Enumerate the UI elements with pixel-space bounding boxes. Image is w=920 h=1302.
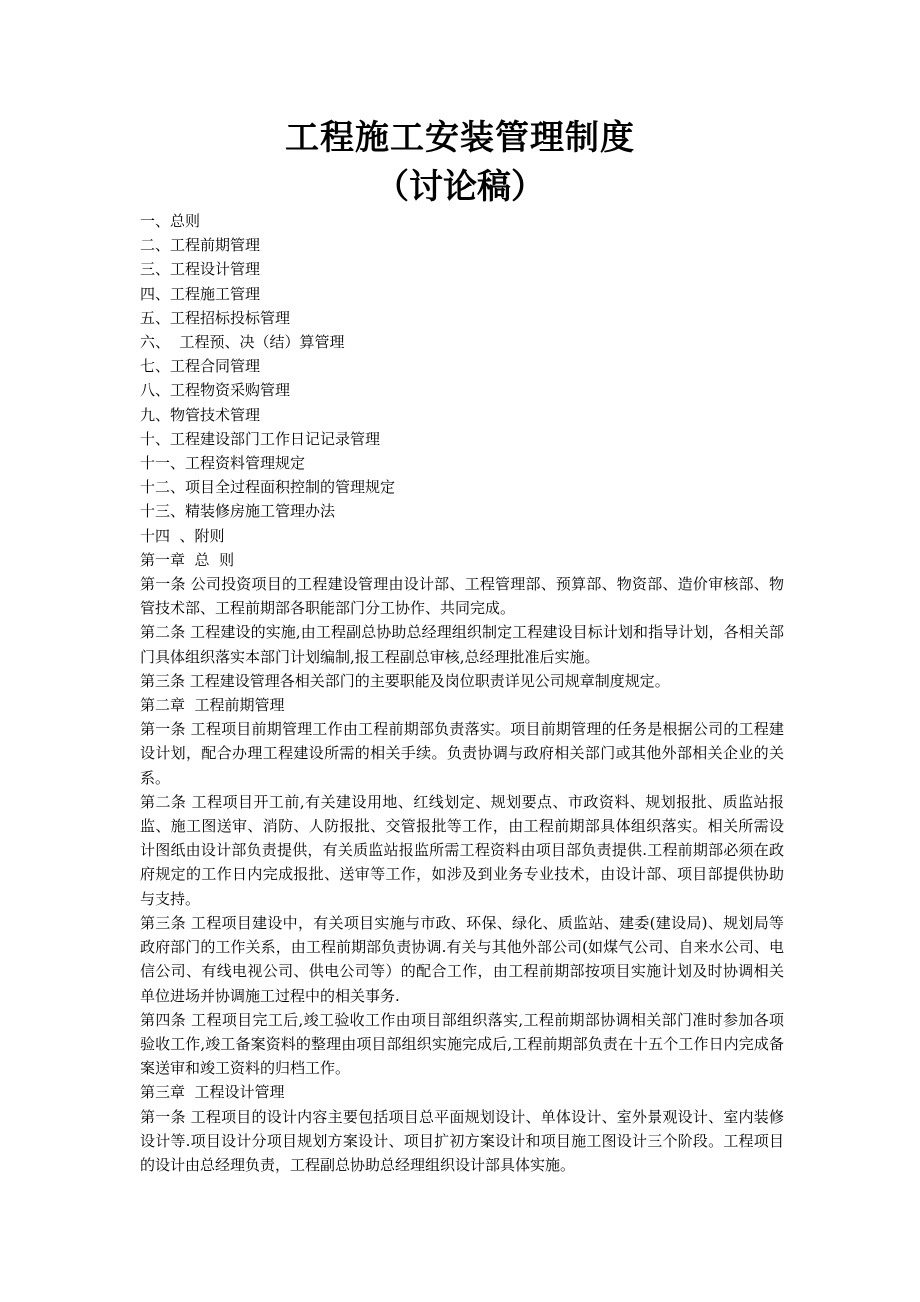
document-subtitle: （讨论稿） [375,167,545,207]
toc-item: 五、工程招标投标管理 [140,308,291,327]
chapter-3 [140,1080,784,1177]
toc-item: 八、工程物资采购管理 [140,381,291,400]
article: 第一条 工程项目的设计内容主要包括项目总平面规划设计、单体设计、室外景观设计、室内装修设计等.项目设计分项目规划方案设计、项目扩初方案设计和项目施工图设计三个阶段。工程项目的设计由总经理负责，工程副总协助总经理组织设计部具体实施。 [140,1107,784,1174]
toc-item: 十、工程建设部门工作日记记录管理 [140,429,381,448]
document-body [140,209,784,1177]
article: 第二条 工程项目开工前,有关建设用地、红线划定、规划要点、市政资料、规划报批、质监站报监、施工图送审、消防、人防报批、交管报批等工作，由工程前期部具体组织落实。相关所需设计图纸由设计部负责提供，有关质监站报监所需工程资料由项目部负责提供.工程前期部必须在政府规定的工作日内完成报批、送审等工作，如涉及到业务专业技术，由设计部、项目部提供协助与支持。 [140,792,784,908]
toc-item: 七、工程合同管理 [140,357,261,376]
article: 第四条 工程项目完工后,竣工验收工作由项目部组织落实,工程前期部协调相关部门准时参加各项验收工作,竣工备案资料的整理由项目部组织实施完成后,工程前期部负责在十五个工作日内完成备案送审和竣工资料的归档工作。 [140,1010,784,1078]
chapter-heading: 第三章 工程设计管理 [140,1083,285,1102]
toc-item: 九、物管技术管理 [140,405,261,424]
document-title: 工程施工安装管理制度 [285,118,635,158]
toc-item: 十一、工程资料管理规定 [140,454,306,473]
toc-item: 六、 工程预、决（结）算管理 [140,333,345,352]
chapter-2 [140,693,784,1080]
table-of-contents [140,209,784,548]
chapter-heading: 第二章 工程前期管理 [140,696,285,715]
article: 第三条 工程项目建设中，有关项目实施与市政、环保、绿化、质监站、建委(建设局)、规划局等政府部门的工作关系，由工程前期部负责协调.有关与其他外部公司(如煤气公司、自来水公司、电信公司、有线电视公司、供电公司等）的配合工作，由工程前期部按项目实施计划及时协调相关单位进场并协调施工过程中的相关事务. [140,913,784,1005]
toc-item: 十三、精装修房施工管理办法 [140,502,336,521]
toc-item: 十二、项目全过程面积控制的管理规定 [140,478,396,497]
toc-item: 一、总则 [140,212,201,230]
article: 第二条 工程建设的实施,由工程副总协助总经理组织制定工程建设目标计划和指导计划，各相关部门具体组织落实本部门计划编制,报工程副总审核,总经理批准后实施。 [140,623,784,666]
toc-item: 四、工程施工管理 [140,284,261,303]
chapter-1 [140,548,784,693]
article: 第一条 工程项目前期管理工作由工程前期部负责落实。项目前期管理的任务是根据公司的工程建设计划，配合办理工程建设所需的相关手续。负责协调与政府相关部门或其他外部相关企业的关系。 [140,720,784,787]
toc-item: 三、工程设计管理 [140,260,261,279]
article: 第三条 工程建设管理各相关部门的主要职能及岗位职责详见公司规章制度规定。 [140,671,670,690]
toc-item: 十四 、附则 [140,526,225,545]
chapter-heading: 第一章 总 则 [140,550,235,569]
article: 第一条 公司投资项目的工程建设管理由设计部、工程管理部、预算部、物资部、造价审核部、物管技术部、工程前期部各职能部门分工协作、共同完成。 [140,575,784,618]
toc-item: 二、工程前期管理 [140,236,261,255]
